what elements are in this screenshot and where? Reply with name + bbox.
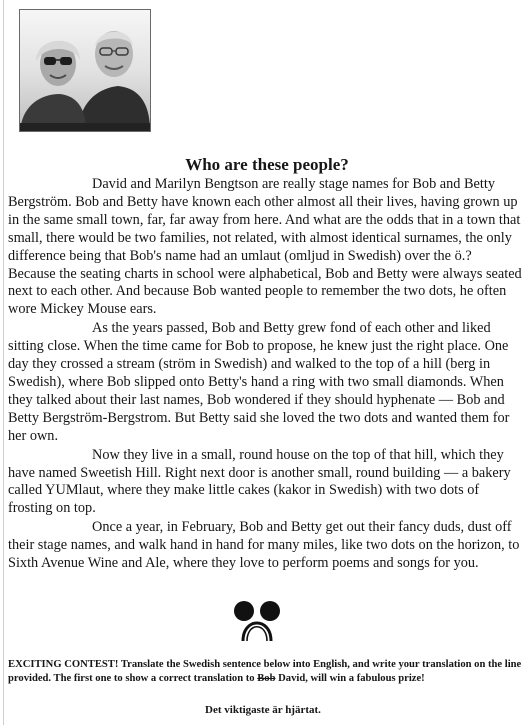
article-body (8, 176, 522, 573)
contest-text-before: EXCITING CONTEST! Translate the Swedish sentence below into English, and write your translation on the line provided. The first one to show a correct translation to (8, 659, 522, 684)
article-paragraph-3: Now they live in a small, round house on the top of that hill, which they have named Sweetish Hill. Right next door is another small, round building — a bakery called YUMlaut, where they make little cakes (kakor in Swedish) with two dots of frosting on top. (8, 446, 511, 517)
couple-photo-drawing (20, 10, 150, 131)
mickey-mouse-ears-icon (233, 597, 281, 645)
article-title: Who are these people? (185, 155, 349, 174)
page-edge (3, 0, 4, 725)
article-paragraph-4: Once a year, in February, Bob and Betty get out their fancy duds, dust off their stage names, and walk hand in hand for many miles, like two dots on the horizon, to Sixth Avenue Wine and Ale, where they love to perform poems and songs for you. (8, 519, 520, 572)
article-paragraph-1: David and Marilyn Bengtson are really stage names for Bob and Betty Bergström. Bob and Betty have known each other almost all their lives, having grown up in the same small town, far, far away from here. And what are the odds that in a town that small, there would be two families, not related, with almost identical surnames, the only difference being that Bob's name had an umlaut (omljud in Swedish) over the ö.? Because the seating charts in school were alphabetical, Bob and Betty were always seated next to each other. And because Bob wanted people to remember the two dots, he often wore Mickey Mouse ears. (8, 176, 522, 318)
contest-text-after: David, will win a fabulous prize! (275, 672, 425, 684)
contest-struck-word: Bob (257, 672, 276, 684)
swedish-sentence: Det viktigaste är hjärtat. (205, 704, 321, 716)
couple-photo (19, 9, 151, 132)
article-paragraph-2: As the years passed, Bob and Betty grew fond of each other and liked sitting close. When the time came for Bob to propose, he knew just the right place. One day they crossed a stream (ström in Swedish) and walked to the top of a hill (berg in Swedish), where Bob slipped onto Betty's hand a ring with two small diamonds. When they talked about their last names, Bob wondered if they should hyphenate — Bob and Betty Bergström-Bergstrom. But Betty said she loved the two dots and wanted them for her own. (8, 320, 510, 444)
contest-instructions (8, 658, 522, 686)
